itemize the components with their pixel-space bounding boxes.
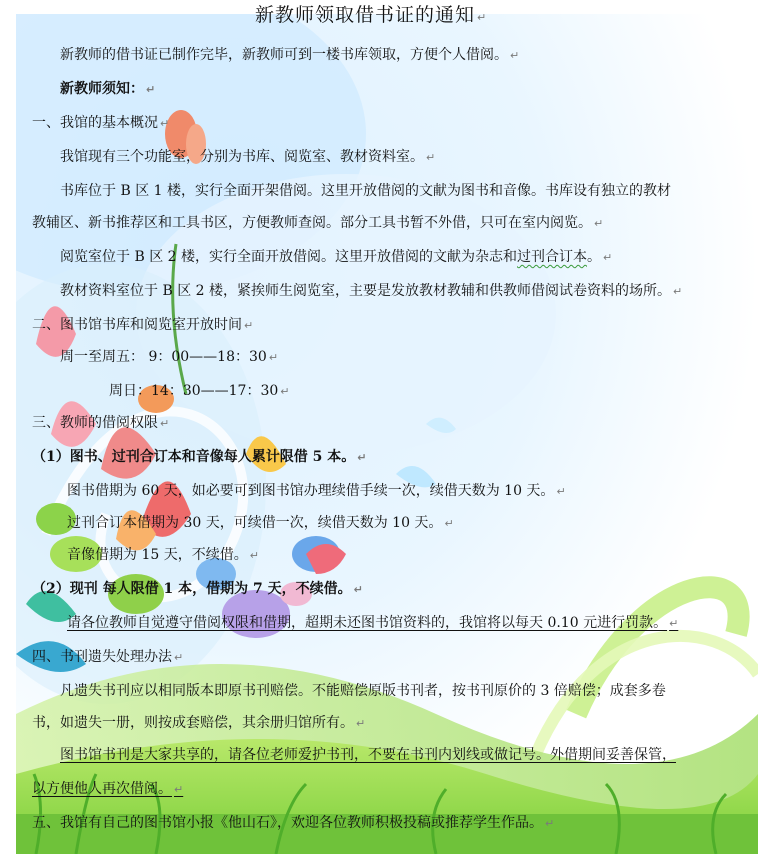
section-1-paragraph-4 [60, 282, 682, 301]
section-1-p1-text: 我馆现有三个功能室，分别为书库、阅览室、教材资料室。 [60, 149, 424, 165]
paragraph-mark: ↵ [160, 417, 170, 430]
section-1-p2b-text: 教辅区、新书推荐区和工具书区，方便教师查阅。部分工具书暂不外借，只可在室内阅览。 [32, 215, 592, 231]
section-5-line [32, 814, 554, 833]
paragraph-mark: ↵ [356, 717, 366, 730]
document-title [255, 6, 487, 27]
section-1-heading [32, 114, 169, 133]
paragraph-mark: ↵ [426, 151, 436, 164]
paragraph-mark: ↵ [545, 817, 555, 830]
section-4-paragraph-1-line-1 [60, 682, 666, 700]
paragraph-mark: ↵ [244, 319, 254, 332]
paragraph-mark: ↵ [603, 251, 613, 264]
paragraph-mark: ↵ [510, 49, 520, 62]
paragraph-mark: ↵ [444, 517, 454, 530]
section-4-paragraph-2-line-2 [32, 780, 183, 799]
hours-weekdays [60, 348, 278, 367]
paragraph-mark: ↵ [249, 549, 259, 562]
hours-weekdays-text: 周一至周五： 9：00——18：30 [60, 349, 267, 365]
paragraph-mark: ↵ [477, 11, 488, 24]
title-text: 新教师领取借书证的通知 [255, 4, 476, 26]
rule-1-audiovisual [67, 546, 259, 565]
section-4-p2b-text: 以方便他人再次借阅。 [32, 781, 172, 797]
paragraph-mark: ↵ [280, 385, 290, 398]
rule-1-bound-text: 过刊合订本借期为 30 天，可续借一次，续借天数为 10 天。 [67, 515, 443, 531]
rule-2-heading [32, 580, 363, 599]
section-4-heading [32, 648, 183, 667]
paragraph-mark: ↵ [669, 617, 679, 630]
rule-1-text: （1）图书、过刊合订本和音像每人累计限借 5 本。 [32, 449, 356, 465]
paragraph-mark: ↵ [146, 83, 156, 96]
spellcheck-underlined-text: 过刊合订本 [517, 249, 587, 265]
intro-text: 新教师的借书证已制作完毕，新教师可到一楼书库领取，方便个人借阅。 [60, 47, 508, 63]
rule-1-books [67, 482, 566, 501]
section-1-paragraph-2-line-1 [60, 182, 671, 200]
section-1-heading-text: 一、我馆的基本概况 [32, 115, 158, 131]
section-4-heading-text: 四、书刊遗失处理办法 [32, 649, 172, 665]
paragraph-mark: ↵ [673, 285, 683, 298]
paragraph-mark: ↵ [268, 351, 279, 364]
paragraph-mark: ↵ [357, 451, 367, 464]
section-4-p1a-text: 凡遗失书刊应以相同版本即原书刊赔偿。不能赔偿原版书刊者，按书刊原价的 3 倍赔偿；成套多卷 [60, 683, 666, 699]
rule-2-text: （2）现刊 每人限借 1 本，借期为 7 天，不续借。 [32, 581, 352, 597]
section-1-p3-end: 。 [587, 249, 601, 265]
section-2-heading-text: 二、图书馆书库和阅览室开放时间 [32, 317, 242, 333]
paragraph-mark: ↵ [556, 485, 566, 498]
rule-1-bound-periodicals [67, 514, 454, 533]
rule-1-heading [32, 448, 366, 467]
section-3-heading [32, 414, 169, 433]
overdue-fine-notice [67, 614, 678, 633]
section-4-p1b-text: 书，如遗失一册，则按成套赔偿，其余册归馆所有。 [32, 715, 354, 731]
section-1-paragraph-1 [60, 148, 435, 167]
hours-sunday [109, 382, 289, 401]
rule-1-av-text: 音像借期为 15 天，不续借。 [67, 547, 248, 563]
notice-heading-text: 新教师须知： [60, 81, 144, 97]
section-1-paragraph-2-line-2 [32, 214, 603, 233]
section-3-heading-text: 三、教师的借阅权限 [32, 415, 158, 431]
paragraph-mark: ↵ [160, 117, 170, 130]
hours-sunday-text: 周日：14：30——17：30 [109, 383, 279, 399]
section-1-p4-text: 教材资料室位于 B 区 2 楼，紧挨师生阅览室，主要是发放教材教辅和供教师借阅试卷资料的场所。 [60, 283, 671, 299]
overdue-fine-text: 请各位教师自觉遵守借阅权限和借期，超期未还图书馆资料的，我馆将以每天 0.10 元进行罚款。 [67, 615, 668, 631]
section-1-paragraph-3 [60, 248, 612, 267]
section-4-p2a-text: 图书馆书刊是大家共享的，请各位老师爱护书刊，不要在书刊内划线或做记号。外借期间妥善保管， [60, 747, 676, 763]
section-4-paragraph-1-line-2 [32, 714, 365, 733]
section-5-text: 五、我馆有自己的图书馆小报《他山石》，欢迎各位教师积极投稿或推荐学生作品。 [32, 815, 543, 831]
section-1-p3-text: 阅览室位于 B 区 2 楼，实行全面开放借阅。这里开放借阅的文献为杂志和 [60, 249, 517, 265]
paragraph-mark: ↵ [174, 651, 184, 664]
paragraph-mark: ↵ [353, 583, 363, 596]
section-4-paragraph-2-line-1 [60, 746, 676, 764]
rule-1-books-text: 图书借期为 60 天，如必要可到图书馆办理续借手续一次，续借天数为 10 天。 [67, 483, 555, 499]
section-1-p2a-text: 书库位于 B 区 1 楼，实行全面开架借阅。这里开放借阅的文献为图书和音像。书库设有独立的教材 [60, 183, 671, 199]
paragraph-mark: ↵ [594, 217, 604, 230]
paragraph-mark: ↵ [174, 783, 184, 796]
section-2-heading [32, 316, 253, 335]
intro-paragraph [60, 46, 519, 65]
notice-heading [60, 80, 155, 99]
